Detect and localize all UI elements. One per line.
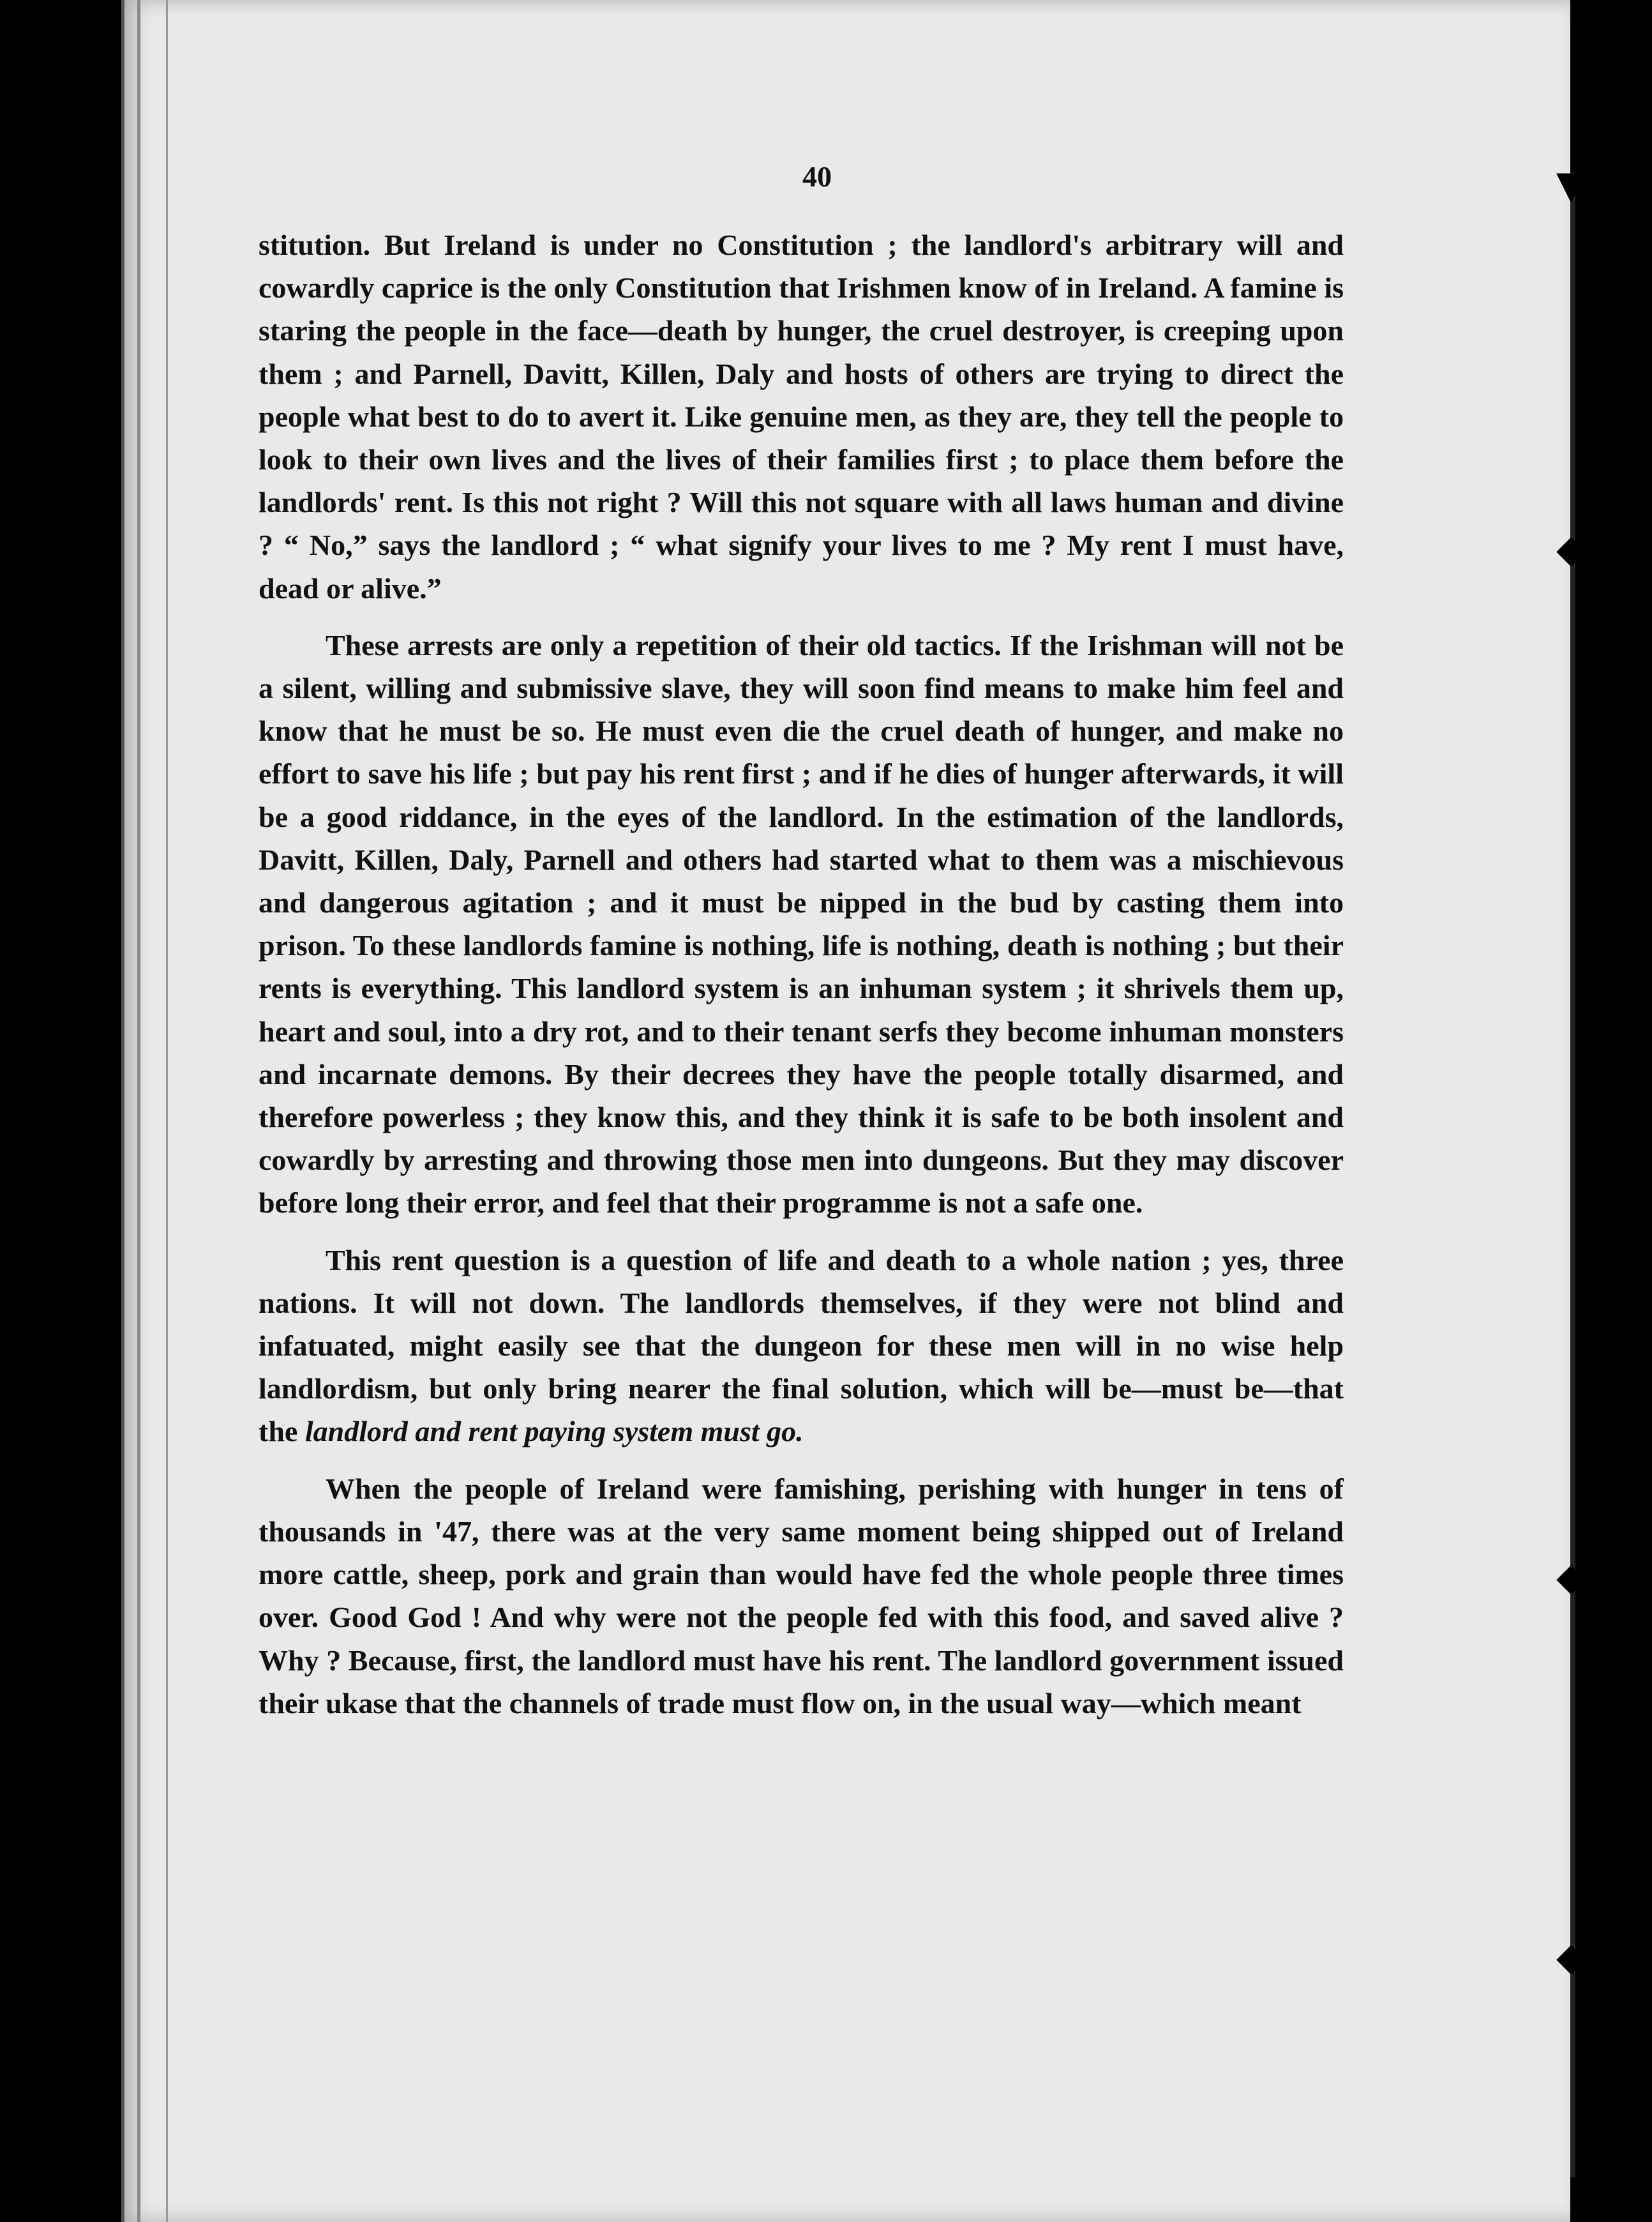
- page-number: 40: [802, 160, 832, 193]
- margin-rule: [1570, 172, 1575, 2177]
- paragraph: These arrests are only a repetition of their old tactics. If the Irishman will not be a silent, willing and submissive slave, they will soon find means to make him feel and know that he must be so. He must even die the cruel death of hunger, and make no effort to save his life ; but pay his rent first ; and if he dies of hunger afterwards, it will be a good riddance, in the eyes of the landlord. In the estimation of the landlords, Davitt, Killen, Daly, Parnell and others had started what to them was a mischievous and dangerous agitation ; and it must be nipped in the bud by casting them into prison. To these landlords famine is nothing, life is nothing, death is nothing ; but their rents is everything. This landlord system is an inhuman system ; it shrivels them up, heart and soul, into a dry rot, and to their tenant serfs they become inhuman monsters and incarnate demons. By their decrees they have the people totally disarmed, and therefore powerless ; they know this, and they think it is safe to be both insolent and cowardly by arresting and throwing those men into dungeons. But they may discover before long their error, and feel that their programme is not a safe one.: [259, 628, 1344, 1220]
- paragraph: [259, 1239, 1344, 1453]
- gutter-line: [166, 0, 168, 2222]
- gutter-line: [121, 0, 124, 2222]
- gutter-line: [137, 0, 140, 2222]
- margin-mark-icon: ▼: [1556, 163, 1586, 208]
- paragraph: stitution. But Ireland is under no Constitution ; the landlord's arbitrary will and cowardly caprice is the only Constitution that Irishmen know of in Ireland. A famine is staring the people in the face—death by hunger, the cruel destroyer, is creeping upon them ; and Parnell, Davitt, Killen, Daly and hosts of others are trying to direct the people what best to do to avert it. Like genuine men, as they are, they tell the people to look to their own lives and the lives of their families first ; to place them before the landlords' rent. Is this not right ? Will this not square with all laws human and divine ? “ No,” says the landlord ; “ what signify your lives to me ? My rent I must have, dead or alive.”: [259, 229, 1344, 605]
- margin-mark-icon: ◆: [1556, 1555, 1586, 1599]
- paragraph-text: This rent question is a question of life and death to a whole nation ; yes, three nations. It will not down. The landlords themselves, if they were not blind and infatuated, might easily see that the dungeon for these men will in no wise help landlordism, but only bring nearer the final solution, which will be—must be—that the: [259, 1243, 1344, 1448]
- margin-mark-icon: ◆: [1556, 1935, 1586, 1979]
- emphasized-text: landlord and rent paying system must go.: [304, 1415, 804, 1448]
- body-text: [259, 223, 1344, 1725]
- paragraph: When the people of Ireland were famishing, perishing with hunger in tens of thousands in '47, there was at the very same moment being shipped out of Ireland more cattle, sheep, pork and grain than would have fed the whole people three times over. Good God ! And why were not the people fed with this food, and saved alive ? Why ? Because, first, the landlord must have his rent. The landlord government issued their ukase that the channels of trade must flow on, in the usual way—which meant: [259, 1472, 1344, 1719]
- margin-mark-icon: ◆: [1556, 527, 1586, 571]
